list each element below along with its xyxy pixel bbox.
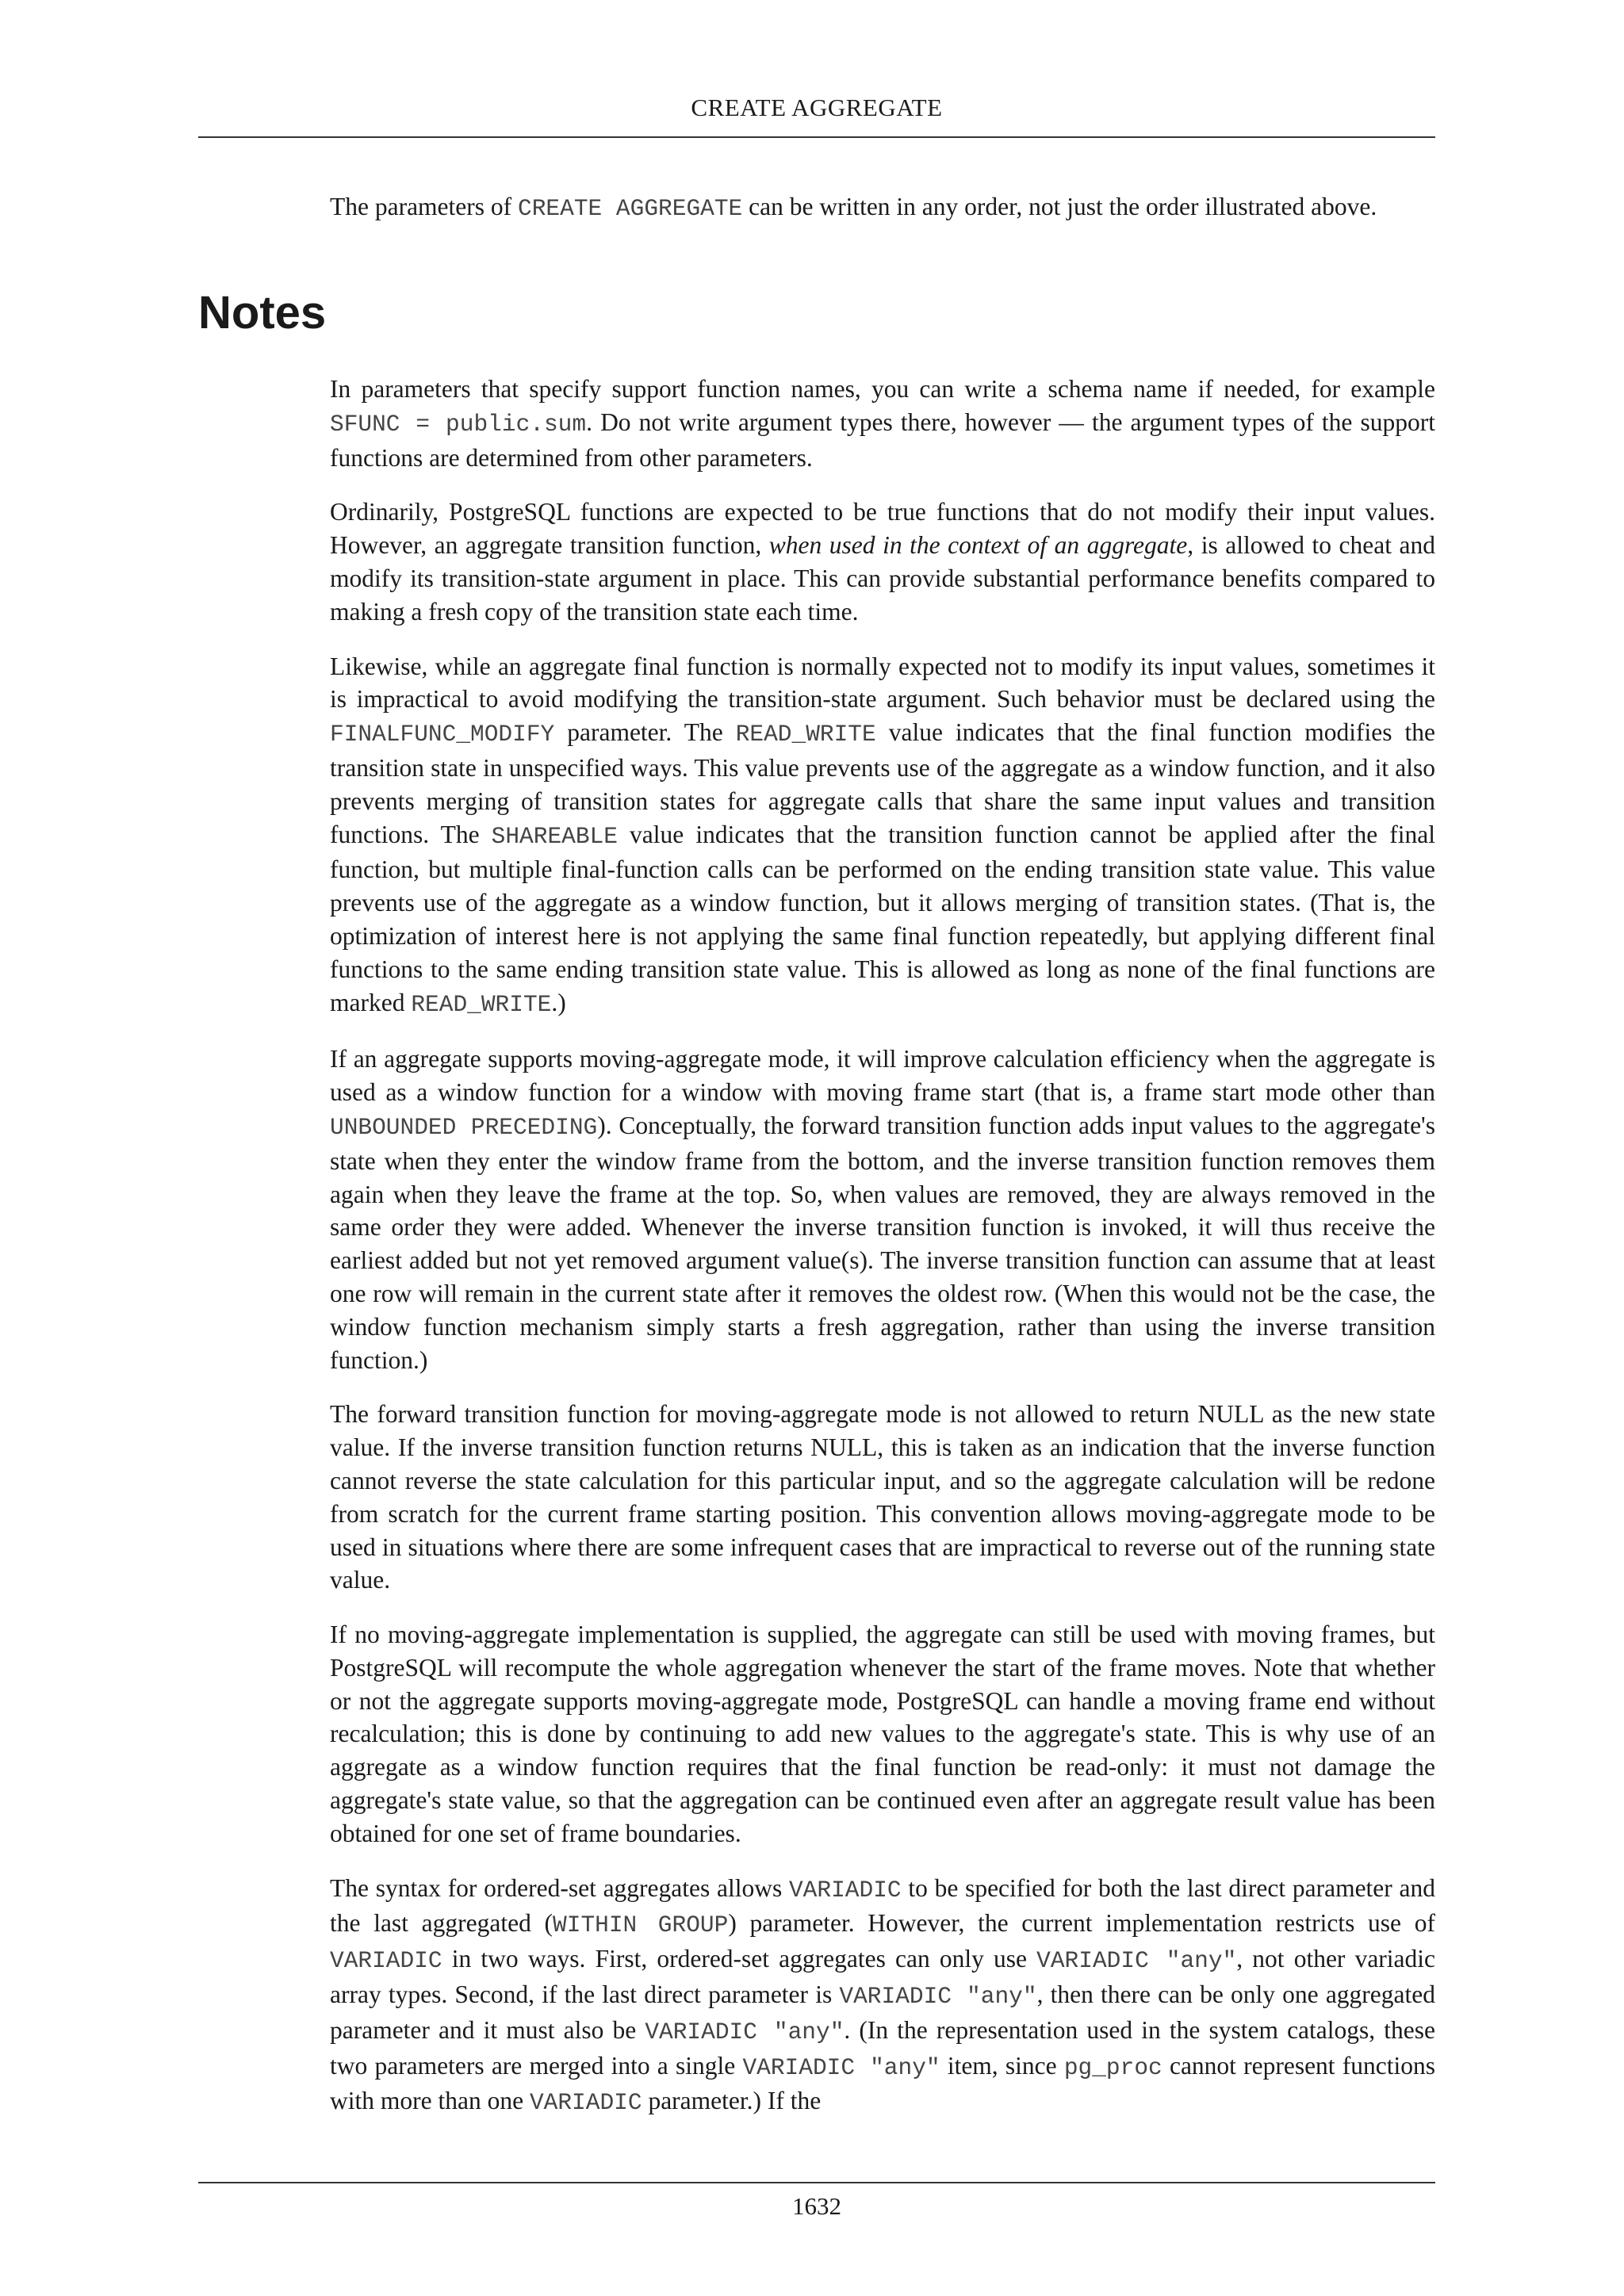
notes-paragraph-2: Ordinarily, PostgreSQL functions are expected to be true functions that do not modify their input values. However, an aggregate transition function, when used in the context of an aggregate, is allowed to cheat and modify its transition-state argument in place. This can provide substantial performance benefits compared to making a fresh copy of the transition state each time. [330,498,1436,626]
notes-paragraph-6: If no moving-aggregate implementation is supplied, the aggregate can still be used with moving frames, but PostgreSQL will recompute the whole aggregation whenever the start of the frame moves. Note that whether or not the aggregate supports moving-aggregate mode, PostgreSQL can handle a moving frame end without recalculation; this is done by continuing to add new values to the aggregate's state. This is why use of an aggregate as a window function requires that the final function be read-only: it must not damage the aggregate's state value, so that the aggregation can be continued even after an aggregate result value has been obtained for one set of frame boundaries. [330,1621,1435,1847]
notes-paragraph-5: The forward transition function for moving-aggregate mode is not allowed to return NULL as the new state value. If the inverse transition function returns NULL, this is taken as an indication that the inverse function cannot reverse the state calculation for this particular input, and so the aggregate calculation will be redone from scratch for the current frame starting position. This convention allows moving-aggregate mode to be used in situations where there are some infrequent cases that are impractical to reverse out of the running state value. [330,1400,1435,1594]
intro-paragraph: The parameters of CREATE AGGREGATE can be written in any order, not just the order illustrated above. [330,193,1377,222]
running-header: CREATE AGGREGATE [691,94,943,121]
footer-rule [198,2182,1435,2183]
header-rule [198,136,1435,138]
code-sfunc: SFUNC = public.sum [330,410,587,438]
notes-body [330,373,1435,2141]
notes-paragraph-3: Likewise, while an aggregate final function is normally expected not to modify its input values, sometimes it is impractical to avoid modifying the transition-state argument. Such behavior must be declared using the FINALFUNC_MODIFY parameter. The READ_WRITE value indicates that the final function modifies the transition state in unspecified ways. This value prevents use of the aggregate as a window function, and it also prevents merging of transition states for aggregate calls that share the same input values and transition functions. The SHAREABLE value indicates that the transition function cannot be applied after the final function, but multiple final-function calls can be performed on the ending transition state value. This value prevents use of the aggregate as a window function, but it allows merging of transition states. (That is, the optimization of interest here is not applying the same final function repeatedly, but applying different final functions to the same ending transition state value. This is allowed as long as none of the final functions are marked READ_WRITE.) [330,652,1435,1018]
emphasis-text: when used in the context of an aggregate [768,531,1188,560]
section-title-notes: Notes [198,287,327,339]
page-number: 1632 [792,2192,841,2220]
code-create-aggregate: CREATE AGGREGATE [518,195,743,222]
intro-block [330,190,1435,226]
notes-paragraph-4: If an aggregate supports moving-aggregate mode, it will improve calculation efficiency when the aggregate is used as a window function for a window with moving frame start (that is, a frame start mode other than UNBOUNDED PRECEDING). Conceptually, the forward transition function adds input values to the aggregate's state when they enter the window frame from the bottom, and the inverse transition function removes them again when they leave the frame at the top. So, when values are removed, they are always removed in the same order they were added. Whenever the inverse transition function is invoked, it will thus receive the earliest added but not yet removed argument value(s). The inverse transition function can assume that at least one row will remain in the current state after it removes the oldest row. (When this would not be the case, the window function mechanism simply starts a fresh aggregation, rather than using the inverse transition function.) [330,1045,1435,1374]
notes-paragraph-7: The syntax for ordered-set aggregates allows VARIADIC to be specified for both the last direct parameter and the last aggregated (WITHIN GROUP) parameter. However, the current implementation restricts use of VARIADIC in two ways. First, ordered-set aggregates can only use VARIADIC "any", not other variadic array types. Second, if the last direct parameter is VARIADIC "any", then there can be only one aggregated parameter and it must also be VARIADIC "any". (In the representation used in the system catalogs, these two parameters are merged into a single VARIADIC "any" item, since pg_proc cannot represent functions with more than one VARIADIC parameter.) If the [330,1873,1436,2117]
notes-paragraph-1: In parameters that specify support function names, you can write a schema name if needed, for example SFUNC = public.sum. Do not write argument types there, however — the argument types of the support functions are determined from other parameters. [330,375,1435,472]
